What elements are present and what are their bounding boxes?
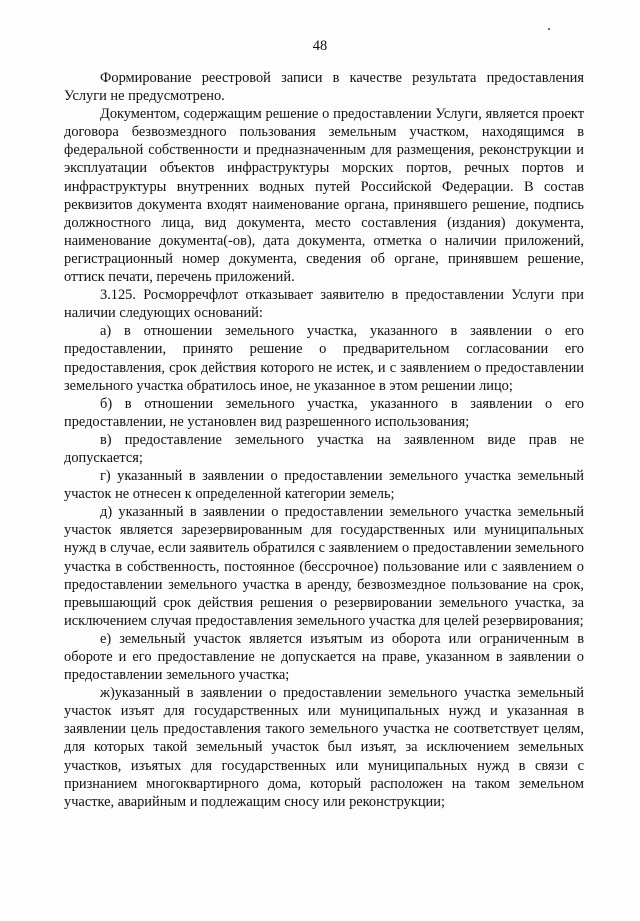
list-item-b: б) в отношении земельного участка, указанного в заявлении о его предоставлении, не установлен вид разрешенного использования;	[64, 395, 584, 430]
page-number: 48	[312, 38, 328, 54]
list-item-e: е) земельный участок является изъятым из оборота или ограниченным в обороте и его предоставление не допускается на праве, указанном в заявлении о предоставлении земельного участка;	[64, 630, 584, 684]
scan-speck	[548, 28, 550, 30]
document-body	[64, 69, 584, 811]
list-item-zh: ж)указанный в заявлении о предоставлении земельного участка земельный участок изъят для государственных или муниципальных нужд и указанная в заявлении цель предоставления такого земельного участка не соответствует целям, для которых такой земельный участок был изъят, за исключением земельных участков, изъятых для государственных или муниципальных нужд в связи с признанием многоквартирного дома, который расположен на таком земельном участке, аварийным и подлежащим сносу или реконструкции;	[64, 685, 584, 810]
list-item-v: в) предоставление земельного участка на заявленном виде прав не допускается;	[64, 431, 584, 466]
list-item-g: г) указанный в заявлении о предоставлении земельного участка земельный участок не отнесен к определенной категории земель;	[64, 468, 584, 503]
paragraph-3-125: 3.125. Росморречфлот отказывает заявителю в предоставлении Услуги при наличии следующих оснований:	[64, 287, 584, 322]
paragraph-decision-document: Документом, содержащим решение о предоставлении Услуги, является проект договора безвозмездного пользования земельным участком, находящимся в федеральной собственности и предназначенным для размещения, реконструкции и эксплуатации объектов инфраструктуры морских портов, речных портов и инфраструктуры внутренних водных путей Российской Федерации. В состав реквизитов документа входят наименование органа, принявшего решение, подпись должностного лица, вид документа, место составления (издания) документа, наименование документа(-ов), дата документа, отметка о наличии приложений, регистрационный номер документа, сведения об органе, принявшем решение, оттиск печати, перечень приложений.	[64, 106, 584, 286]
list-item-d: д) указанный в заявлении о предоставлении земельного участка земельный участок является зарезервированным для государственных или муниципальных нужд в случае, если заявитель обратился с заявлением о предоставлении земельного участка в собственность, постоянное (бессрочное) пользование или с заявлением о предоставлении земельного участка в аренду, безвозмездное пользование на срок, превышающий срок действия решения о резервировании земельного участка, за исключением случая предоставления земельного участка для целей резервирования;	[64, 504, 584, 629]
paragraph-registry-record: Формирование реестровой записи в качестве результата предоставления Услуги не предусмотрено.	[64, 70, 584, 105]
list-item-a: а) в отношении земельного участка, указанного в заявлении о его предоставлении, принято решение о предварительном согласовании его предоставления, срок действия которого не истек, и с заявлением о предоставлении земельного участка обратилось иное, не указанное в этом решении лицо;	[64, 323, 584, 394]
